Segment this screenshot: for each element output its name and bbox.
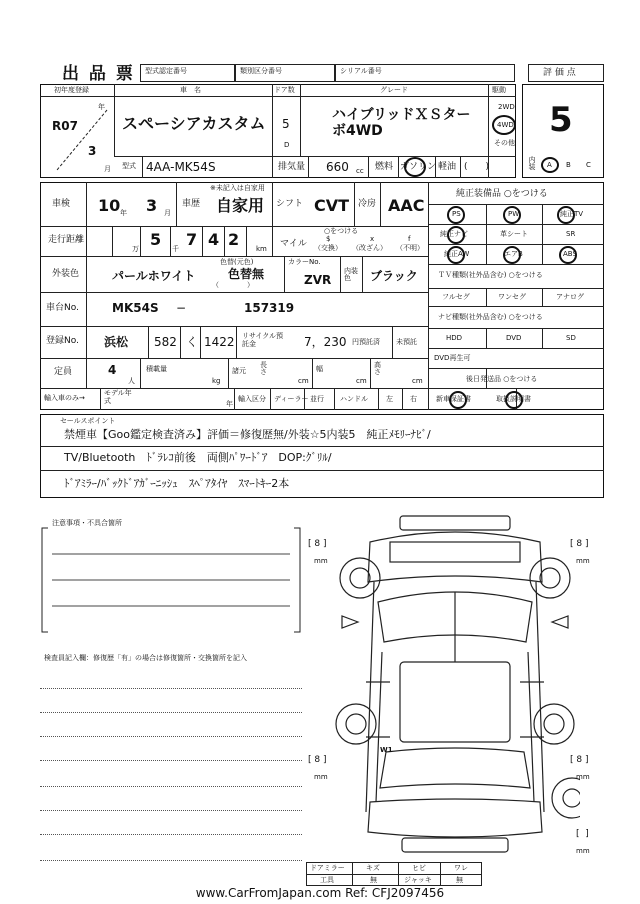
drive-other: その他 xyxy=(494,139,515,147)
mile-opt3: f xyxy=(408,235,411,243)
tread-spare: [ ] xyxy=(576,829,589,839)
color-no-label: カラーNo. xyxy=(288,258,321,266)
mile-opt2: x xyxy=(370,235,375,243)
doors-value: 5 xyxy=(282,117,290,131)
tread-rl-value: 8 xyxy=(314,755,321,765)
int-color-label: 内装色 xyxy=(344,267,358,282)
category-box xyxy=(235,64,335,82)
recycle-label: リサイクル預託金 xyxy=(242,332,284,349)
plate-no: 1422 xyxy=(204,335,235,349)
chassis-label: 車台No. xyxy=(46,303,79,313)
dealer-option: ディーラー xyxy=(274,395,309,403)
legend-jack-value: 無 xyxy=(456,876,463,884)
import-class-label: 輸入区分 xyxy=(238,395,266,403)
shaken-year: 10 xyxy=(98,196,121,215)
nav-sd: SD xyxy=(566,334,576,342)
mileage-man: 5 xyxy=(150,230,162,249)
mileage-hyaku: 4 xyxy=(208,230,220,249)
load-label: 積載量 xyxy=(146,365,167,373)
circle-note: ○をつける xyxy=(324,227,359,235)
ac-label: 冷房 xyxy=(358,199,377,209)
drive-4wd: 4WD xyxy=(497,121,514,129)
height-unit: cm xyxy=(412,377,423,385)
drive-2wd: 2WD xyxy=(498,103,515,111)
width-unit: cm xyxy=(356,377,367,385)
car-name: スペーシアカスタム xyxy=(122,114,266,133)
model-value: 4AA-MK54S xyxy=(146,160,216,174)
height-label: 高さ xyxy=(374,361,381,376)
sales-line3: ﾄﾞｱﾐﾗｰ/ﾊﾞｯｸﾄﾞｱｶﾞｰﾆｯｼｭ ｽﾍﾟｱﾀｲﾔ ｽﾏｰﾄｷｰ2本 xyxy=(64,477,290,490)
equip-tv: 純正TV xyxy=(560,210,584,218)
legend-tools: 工具 xyxy=(320,876,334,884)
form-title: 出 品 票 xyxy=(62,64,135,84)
interior-a: A xyxy=(547,161,552,169)
km-unit: km xyxy=(256,245,267,253)
length-label: 長さ xyxy=(260,361,267,376)
import-label: 輸入車のみ→ xyxy=(44,394,85,402)
tv-fullseg: フルセグ xyxy=(442,293,470,301)
displacement-value: 660 xyxy=(326,160,349,174)
tread-rr-unit: mm xyxy=(576,773,590,781)
equip-sr: SR xyxy=(566,230,576,238)
tread-fr-value: 8 xyxy=(576,539,583,549)
equip-pw-circle xyxy=(503,206,521,224)
equip-abs-circle xyxy=(559,246,577,264)
history-label: 車歴 xyxy=(182,199,201,209)
category-label: 類別区分番号 xyxy=(240,67,282,75)
nav-title: ナビ種類(社外品含む) ○をつける xyxy=(438,313,543,321)
chassis-dash: − xyxy=(176,301,187,315)
drive-4wd-circle xyxy=(492,115,516,135)
equip-nav: 純正ナビ xyxy=(440,230,468,238)
handle-left: 左 xyxy=(386,395,393,403)
equipment-title: 純正装備品 ○をつける xyxy=(456,189,548,199)
shift-label: シフト xyxy=(276,199,304,209)
fuel-value: ガソリン xyxy=(400,162,437,172)
history-note: ※未記入は自家用 xyxy=(210,184,265,192)
tread-rr: [ 8 ] xyxy=(570,755,589,765)
caution-label: 注意事項・不具合箇所 xyxy=(52,519,122,527)
legend-crack: ヒビ xyxy=(412,864,426,872)
recycle-value: 7，230 xyxy=(304,335,347,349)
equip-nav-circle xyxy=(447,226,465,244)
capacity-label: 定員 xyxy=(54,367,73,377)
shift-value: CVT xyxy=(314,196,350,215)
mileage-ju: 2 xyxy=(228,230,240,249)
displacement-label: 排気量 xyxy=(278,162,306,172)
capacity-unit: 人 xyxy=(128,377,135,385)
mile-opt3-sub: （不明） xyxy=(396,244,424,252)
model-year-unit: 年 xyxy=(226,400,233,408)
first-reg-label: 初年度登録 xyxy=(54,86,89,94)
tread-rl-unit: mm xyxy=(314,773,328,781)
later-warranty-circle xyxy=(449,391,467,409)
legend-break: ワレ xyxy=(454,864,468,872)
fuel-circle xyxy=(404,157,426,177)
handle-label: ハンドル xyxy=(340,395,368,403)
sales-line1: 禁煙車【Goo鑑定検査済み】評価＝修復歴無/外装☆5内装5 純正ﾒﾓﾘｰﾅﾋﾞ/ xyxy=(64,428,431,441)
light-oil-paren: ( ) xyxy=(464,162,490,172)
serial-box xyxy=(335,64,515,82)
footer-watermark: www.CarFromJapan.com Ref: CFJ2097456 xyxy=(195,886,445,900)
later-title: 後日発送品 ○をつける xyxy=(466,375,538,383)
interior-b: B xyxy=(566,161,571,169)
color-change-value: 色替無 xyxy=(228,267,265,281)
sales-line2: TV/Bluetooth ﾄﾞﾗﾚｺ前後 両側ﾊﾟﾜｰﾄﾞｱ DOP:ｸﾞﾘﾙ/ xyxy=(64,451,332,464)
nav-dvd: DVD xyxy=(506,334,522,342)
tv-analog: アナログ xyxy=(556,293,584,301)
history-value: 自家用 xyxy=(216,196,265,215)
equip-aw: 純正AW xyxy=(444,250,470,258)
tread-fr: [ 8 ] xyxy=(570,539,589,549)
load-unit: kg xyxy=(212,377,221,385)
plate-kana: く xyxy=(186,335,199,349)
dims-label: 諸元 xyxy=(232,367,246,375)
tread-fl: [ 8 ] xyxy=(308,539,327,549)
sales-label: セールスポイント xyxy=(60,417,116,425)
mileage-sen: 7 xyxy=(186,230,198,249)
chassis-no: 157319 xyxy=(244,301,295,315)
shaken-label: 車検 xyxy=(52,199,71,209)
mile-label: マイル xyxy=(280,239,307,249)
tv-oneseg: ワンセグ xyxy=(498,293,526,301)
equip-airbag: エアB xyxy=(504,250,523,258)
tread-fl-unit: mm xyxy=(314,557,328,565)
grade-label: グレード xyxy=(380,86,408,94)
interior-label: 内装 xyxy=(528,156,536,170)
tread-rr-value: 8 xyxy=(576,755,583,765)
grade-line1: ハイブリッドＸＳター xyxy=(332,107,471,123)
fuel-label: 燃料 xyxy=(375,162,394,172)
mile-opt1-sub: （交換） xyxy=(314,244,342,252)
legend-scratch: キズ xyxy=(366,864,380,872)
year-unit: 年 xyxy=(98,103,105,111)
equip-abs: ABS xyxy=(563,250,577,258)
tread-spare-unit: mm xyxy=(576,847,590,855)
chassis-model: MK54S xyxy=(112,301,159,315)
width-label: 幅 xyxy=(316,365,323,373)
w1-label: W1 xyxy=(380,746,393,754)
score-value: 5 xyxy=(549,100,573,140)
legend-tools-value: 無 xyxy=(370,876,377,884)
model-cert-label: 型式認定番号 xyxy=(145,67,187,75)
parallel-option: 並行 xyxy=(310,395,324,403)
shaken-month-unit: 月 xyxy=(164,209,171,217)
caution-bracket-icon xyxy=(40,526,302,634)
later-warranty: 新車保証書 xyxy=(436,395,471,403)
color-value: パールホワイト xyxy=(112,269,196,283)
color-label: 外装色 xyxy=(52,269,80,279)
equip-tv-circle xyxy=(557,206,575,224)
mile-opt2-sub: （改ざん） xyxy=(352,244,387,252)
plate-label: 登録No. xyxy=(46,336,79,346)
equip-ps: PS xyxy=(452,210,461,218)
drive-label: 駆動 xyxy=(492,86,506,94)
color-change-label: 色替(元色) xyxy=(220,258,254,266)
first-reg-month: 3 xyxy=(88,144,97,158)
model-year-label: モデル年式 xyxy=(104,389,132,405)
score-label: 評 価 点 xyxy=(543,68,576,78)
tv-title: ＴＶ種類(社外品含む) ○をつける xyxy=(438,271,543,279)
dvd-playback: DVD再生可 xyxy=(434,354,471,362)
inspector-label: 検査員記入欄：修復歴「有」の場合は修復箇所・交換箇所を記入 xyxy=(44,654,247,662)
color-no-value: ZVR xyxy=(304,273,332,287)
model-label: 型式 xyxy=(122,162,136,170)
shaken-month: 3 xyxy=(146,196,158,215)
mileage-sen-unit: 千 xyxy=(172,245,179,253)
mile-opt1: $ xyxy=(326,235,331,243)
recycle-paid-label: 円預託済 xyxy=(352,338,380,346)
length-unit: cm xyxy=(298,377,309,385)
doors-d: D xyxy=(284,141,290,149)
month-unit: 月 xyxy=(104,165,111,173)
legend-mirror: ドアミラー xyxy=(310,864,345,872)
nav-hdd: HDD xyxy=(446,334,463,342)
grade-line2: ボ4WD xyxy=(332,123,383,139)
equip-leather: 革シート xyxy=(500,230,528,238)
tread-rl: [ 8 ] xyxy=(308,755,327,765)
later-manual: 取扱説明書 xyxy=(496,395,531,403)
score-label-box xyxy=(528,64,604,82)
int-color-value: ブラック xyxy=(370,269,418,283)
plate-area: 浜松 xyxy=(104,335,129,349)
light-oil-label: 軽油 xyxy=(438,162,457,172)
equip-ps-circle xyxy=(447,206,465,224)
equip-aw-circle xyxy=(447,246,465,264)
handle-right: 右 xyxy=(410,395,417,403)
legend-jack: ジャッキ xyxy=(404,876,432,884)
doors-label: ドア数 xyxy=(274,86,295,94)
shaken-year-unit: 年 xyxy=(120,209,127,217)
color-change-paren: （ ） xyxy=(212,281,254,289)
interior-a-circle xyxy=(541,157,559,173)
later-manual-circle xyxy=(505,391,523,409)
recycle-unpaid-label: 未預託 xyxy=(396,338,417,346)
car-name-label: 車 名 xyxy=(180,86,201,94)
capacity-value: 4 xyxy=(108,363,117,377)
equip-pw: PW xyxy=(508,210,520,218)
model-cert-box xyxy=(140,64,235,82)
mileage-man-unit: 万 xyxy=(132,245,139,253)
first-reg-year: R07 xyxy=(52,119,78,133)
diagonal-slash-icon xyxy=(52,100,112,176)
tread-fl-value: 8 xyxy=(314,539,321,549)
equip-airbag-circle xyxy=(503,246,521,264)
tread-fr-unit: mm xyxy=(576,557,590,565)
mileage-label: 走行距離 xyxy=(48,235,85,245)
plate-class: 582 xyxy=(154,335,177,349)
interior-c: C xyxy=(586,161,591,169)
ac-value: AAC xyxy=(388,196,425,215)
serial-label: シリアル番号 xyxy=(340,67,382,75)
cc-unit: cc xyxy=(356,167,364,175)
